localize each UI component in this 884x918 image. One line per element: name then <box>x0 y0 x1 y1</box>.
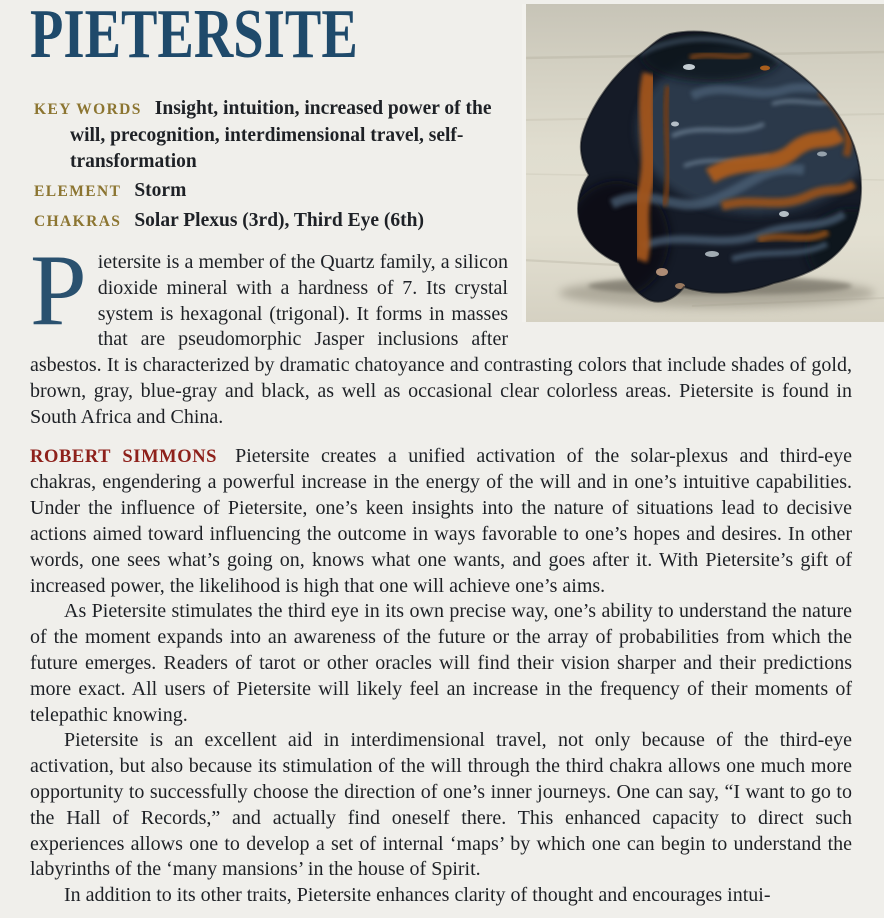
author-paragraph <box>30 444 852 600</box>
property-label: KEY WORDS <box>34 101 142 118</box>
drop-cap: P <box>30 234 87 347</box>
author-label: ROBERT SIMMONS <box>30 446 218 467</box>
pietersite-photo <box>522 4 884 322</box>
property-value: Insight, intuition, increased power of the will, precognition, interdimensional travel, self-transformation <box>70 98 492 172</box>
stone-image <box>522 4 884 322</box>
property-value: Storm <box>134 180 187 201</box>
lead-text: Pietersite creates a unified activation of the solar-plexus and third-eye chakras, engendering a powerful increase in the energy of the will and in one’s intuitive capabilities. Under the influence of Pietersite, one’s keen insights into the nature of situations lead to decisive actions aimed toward influencing the outcome in ways favorable to one’s hopes and desires. In other words, one sees what’s going on, knows what one wants, and goes after it. With Pietersite’s gift of increased power, the likelihood is high that one will achieve one’s aims. <box>30 444 852 597</box>
body-paragraph: In addition to its other traits, Pietersite enhances clarity of thought and encourages intui- <box>64 884 771 907</box>
body-paragraph: Pietersite is an excellent aid in interdimensional travel, not only because of the third-eye activation, but also because its stimulation of the will through the third chakra allows one much more opportunity to successfully choose the direction of one’s inner journeys. One can say, “I want to go to the Hall of Records,” and actually find oneself there. This enhanced capacity to direct such experiences allows one to develop a set of internal ‘maps’ by which one can begin to understand the labyrinths of the ‘many mansions’ in the house of Spirit. <box>30 729 852 881</box>
property-value: Solar Plexus (3rd), Third Eye (6th) <box>134 210 424 231</box>
property-label: CHAKRAS <box>34 213 122 230</box>
body-paragraph: As Pietersite stimulates the third eye in its own precise way, one’s ability to understand the nature of the moment expands into an awareness of the future or the array of probabilities from which the future emerges. Readers of tarot or other oracles will find their vision sharper and their predictions more exact. All users of Pietersite will likely feel an increase in the frequency of their moments of telepathic knowing. <box>30 600 852 726</box>
property-label: ELEMENT <box>34 183 122 200</box>
photo-left-edge <box>522 4 526 322</box>
intro-text: ietersite is a member of the Quartz family, a silicon dioxide mineral with a hardness of 7. Its crystal system is hexagonal (trigonal). It forms in masses that are pseudomorphic Jasper inclusions after asbestos. It is characterized by dramatic chatoyance and contrasting colors that include shades of gold, brown, gray, blue-gray and black, as well as occasional clear colorless areas. Pietersite is found in South Africa and China. <box>30 251 852 428</box>
page-title-text: PIETERSITE <box>30 0 358 73</box>
